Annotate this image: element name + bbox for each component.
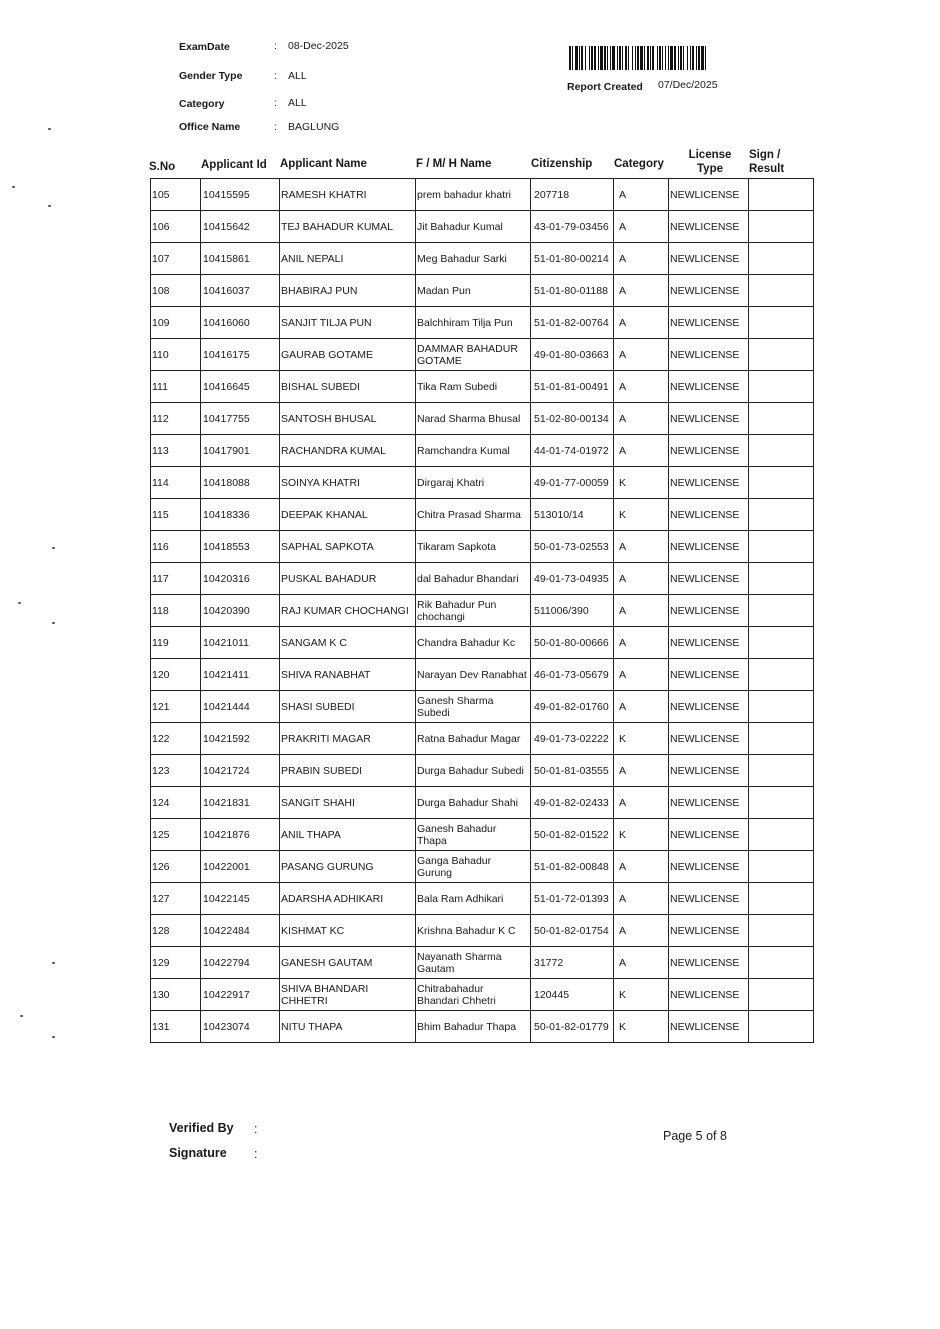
cell-applicant-id: 10420390 <box>201 595 280 627</box>
cell-fmh-name: Balchhiram Tilja Pun <box>416 307 531 339</box>
table-row <box>151 723 814 755</box>
cell-sign-result <box>749 403 814 435</box>
cell-category: K <box>614 499 669 531</box>
cell-sign-result <box>749 1011 814 1043</box>
table-row <box>151 755 814 787</box>
cell-sno: 129 <box>151 947 201 979</box>
cell-sign-result <box>749 499 814 531</box>
cell-license-type: NEWLICENSE <box>669 531 749 563</box>
cell-fmh-name: Meg Bahadur Sarki <box>416 243 531 275</box>
cell-fmh-name: DAMMAR BAHADUR GOTAME <box>416 339 531 371</box>
cell-fmh-name: Madan Pun <box>416 275 531 307</box>
cell-applicant-id: 10421724 <box>201 755 280 787</box>
cell-sign-result <box>749 243 814 275</box>
applicant-table <box>150 178 814 1043</box>
cell-citizenship: 49-01-82-02433 <box>531 787 614 819</box>
cell-fmh-name: Durga Bahadur Shahi <box>416 787 531 819</box>
cell-applicant-id: 10415861 <box>201 243 280 275</box>
table-row <box>151 307 814 339</box>
cell-applicant-id: 10416037 <box>201 275 280 307</box>
cell-applicant-name: PRAKRITI MAGAR <box>280 723 416 755</box>
cell-applicant-name: DEEPAK KHANAL <box>280 499 416 531</box>
cell-sno: 114 <box>151 467 201 499</box>
gender-type-label: Gender Type <box>179 70 243 82</box>
cell-sign-result <box>749 883 814 915</box>
cell-applicant-id: 10421831 <box>201 787 280 819</box>
gender-type-value: ALL <box>288 70 307 82</box>
cell-category: K <box>614 819 669 851</box>
cell-sno: 109 <box>151 307 201 339</box>
cell-license-type: NEWLICENSE <box>669 467 749 499</box>
cell-applicant-id: 10415642 <box>201 211 280 243</box>
cell-sno: 108 <box>151 275 201 307</box>
cell-license-type: NEWLICENSE <box>669 563 749 595</box>
cell-sign-result <box>749 979 814 1011</box>
table-row <box>151 563 814 595</box>
cell-citizenship: 50-01-82-01522 <box>531 819 614 851</box>
cell-applicant-name: SHIVA RANABHAT <box>280 659 416 691</box>
cell-fmh-name: Chandra Bahadur Kc <box>416 627 531 659</box>
cell-sign-result <box>749 531 814 563</box>
cell-sno: 126 <box>151 851 201 883</box>
cell-category: A <box>614 243 669 275</box>
office-name-label: Office Name <box>179 121 241 133</box>
report-created-value: 07/Dec/2025 <box>658 79 718 91</box>
cell-sign-result <box>749 787 814 819</box>
header-license-type: License Type <box>688 149 732 175</box>
office-name-value: BAGLUNG <box>288 121 340 133</box>
cell-sno: 119 <box>151 627 201 659</box>
cell-category: A <box>614 595 669 627</box>
table-row <box>151 1011 814 1043</box>
cell-license-type: NEWLICENSE <box>669 1011 749 1043</box>
cell-sign-result <box>749 435 814 467</box>
cell-applicant-name: ANIL NEPALI <box>280 243 416 275</box>
cell-license-type: NEWLICENSE <box>669 403 749 435</box>
cell-sno: 123 <box>151 755 201 787</box>
cell-citizenship: 51-01-72-01393 <box>531 883 614 915</box>
cell-fmh-name: Dirgaraj Khatri <box>416 467 531 499</box>
barcode-bar <box>706 46 708 70</box>
cell-applicant-id: 10416645 <box>201 371 280 403</box>
cell-citizenship: 51-01-80-01188 <box>531 275 614 307</box>
table-row <box>151 275 814 307</box>
cell-applicant-name: ANIL THAPA <box>280 819 416 851</box>
cell-category: A <box>614 787 669 819</box>
cell-category: A <box>614 339 669 371</box>
cell-fmh-name: Krishna Bahadur K C <box>416 915 531 947</box>
cell-license-type: NEWLICENSE <box>669 243 749 275</box>
cell-sno: 124 <box>151 787 201 819</box>
cell-fmh-name: Chitra Prasad Sharma <box>416 499 531 531</box>
cell-citizenship: 51-01-80-00214 <box>531 243 614 275</box>
cell-license-type: NEWLICENSE <box>669 819 749 851</box>
cell-citizenship: 46-01-73-05679 <box>531 659 614 691</box>
cell-sno: 120 <box>151 659 201 691</box>
cell-sign-result <box>749 755 814 787</box>
scan-speck <box>52 622 55 624</box>
header-citizenship: Citizenship <box>531 158 593 170</box>
table-row <box>151 243 814 275</box>
cell-fmh-name: Ramchandra Kumal <box>416 435 531 467</box>
cell-applicant-name: SANGAM K C <box>280 627 416 659</box>
cell-citizenship: 49-01-77-00059 <box>531 467 614 499</box>
cell-sno: 121 <box>151 691 201 723</box>
cell-citizenship: 43-01-79-03456 <box>531 211 614 243</box>
cell-fmh-name: Durga Bahadur Subedi <box>416 755 531 787</box>
cell-applicant-name: NITU THAPA <box>280 1011 416 1043</box>
footer-colon: : <box>254 1122 258 1136</box>
header-applicant-id: Applicant Id <box>201 159 267 171</box>
cell-sign-result <box>749 371 814 403</box>
scan-speck <box>48 205 51 207</box>
cell-category: A <box>614 275 669 307</box>
cell-applicant-name: SAPHAL SAPKOTA <box>280 531 416 563</box>
cell-fmh-name: prem bahadur khatri <box>416 179 531 211</box>
cell-sign-result <box>749 307 814 339</box>
cell-license-type: NEWLICENSE <box>669 595 749 627</box>
cell-category: A <box>614 211 669 243</box>
cell-fmh-name: Nayanath Sharma Gautam <box>416 947 531 979</box>
table-row <box>151 691 814 723</box>
exam-date-value: 08-Dec-2025 <box>288 40 349 52</box>
cell-fmh-name: Ganesh Bahadur Thapa <box>416 819 531 851</box>
cell-sno: 113 <box>151 435 201 467</box>
cell-applicant-name: PUSKAL BAHADUR <box>280 563 416 595</box>
cell-sno: 118 <box>151 595 201 627</box>
cell-fmh-name: dal Bahadur Bhandari <box>416 563 531 595</box>
header-sno: S.No <box>149 161 176 173</box>
cell-category: A <box>614 947 669 979</box>
scan-speck <box>18 602 21 604</box>
cell-license-type: NEWLICENSE <box>669 755 749 787</box>
cell-applicant-id: 10422484 <box>201 915 280 947</box>
scan-speck <box>52 547 55 549</box>
cell-applicant-id: 10417901 <box>201 435 280 467</box>
cell-category: A <box>614 403 669 435</box>
cell-sno: 128 <box>151 915 201 947</box>
cell-citizenship: 51-01-81-00491 <box>531 371 614 403</box>
table-row <box>151 435 814 467</box>
table-row <box>151 627 814 659</box>
cell-license-type: NEWLICENSE <box>669 339 749 371</box>
table-row <box>151 499 814 531</box>
cell-category: K <box>614 467 669 499</box>
cell-applicant-id: 10422917 <box>201 979 280 1011</box>
cell-license-type: NEWLICENSE <box>669 947 749 979</box>
cell-category: A <box>614 851 669 883</box>
cell-applicant-id: 10416060 <box>201 307 280 339</box>
category-value: ALL <box>288 97 307 109</box>
cell-applicant-id: 10421592 <box>201 723 280 755</box>
verified-by-label: Verified By <box>169 1121 234 1135</box>
cell-sno: 122 <box>151 723 201 755</box>
cell-applicant-id: 10421011 <box>201 627 280 659</box>
cell-applicant-id: 10421876 <box>201 819 280 851</box>
cell-applicant-id: 10421444 <box>201 691 280 723</box>
cell-citizenship: 50-01-73-02553 <box>531 531 614 563</box>
page-number: Page 5 of 8 <box>663 1129 727 1143</box>
cell-category: K <box>614 1011 669 1043</box>
cell-fmh-name: Narad Sharma Bhusal <box>416 403 531 435</box>
cell-category: A <box>614 691 669 723</box>
cell-applicant-name: ADARSHA ADHIKARI <box>280 883 416 915</box>
cell-applicant-id: 10420316 <box>201 563 280 595</box>
cell-fmh-name: Ganesh Sharma Subedi <box>416 691 531 723</box>
cell-citizenship: 31772 <box>531 947 614 979</box>
table-row <box>151 595 814 627</box>
signature-label: Signature <box>169 1146 227 1160</box>
meta-colon: : <box>274 40 277 52</box>
cell-license-type: NEWLICENSE <box>669 275 749 307</box>
cell-applicant-name: SANGIT SHAHI <box>280 787 416 819</box>
cell-sign-result <box>749 179 814 211</box>
cell-sno: 105 <box>151 179 201 211</box>
cell-citizenship: 51-01-82-00764 <box>531 307 614 339</box>
cell-applicant-name: KISHMAT KC <box>280 915 416 947</box>
cell-license-type: NEWLICENSE <box>669 723 749 755</box>
cell-applicant-id: 10415595 <box>201 179 280 211</box>
table-row <box>151 883 814 915</box>
cell-applicant-name: SHASI SUBEDI <box>280 691 416 723</box>
cell-applicant-name: SHIVA BHANDARI CHHETRI <box>280 979 416 1011</box>
table-row <box>151 851 814 883</box>
cell-applicant-name: TEJ BAHADUR KUMAL <box>280 211 416 243</box>
cell-sign-result <box>749 659 814 691</box>
cell-citizenship: 50-01-80-00666 <box>531 627 614 659</box>
cell-sno: 110 <box>151 339 201 371</box>
cell-category: K <box>614 723 669 755</box>
cell-applicant-name: GANESH GAUTAM <box>280 947 416 979</box>
cell-applicant-name: RAJ KUMAR CHOCHANGI <box>280 595 416 627</box>
cell-sign-result <box>749 819 814 851</box>
cell-fmh-name: Bhim Bahadur Thapa <box>416 1011 531 1043</box>
cell-category: A <box>614 883 669 915</box>
cell-license-type: NEWLICENSE <box>669 691 749 723</box>
cell-applicant-id: 10418553 <box>201 531 280 563</box>
cell-license-type: NEWLICENSE <box>669 883 749 915</box>
cell-category: A <box>614 179 669 211</box>
cell-category: A <box>614 755 669 787</box>
cell-citizenship: 49-01-80-03663 <box>531 339 614 371</box>
cell-sign-result <box>749 563 814 595</box>
cell-license-type: NEWLICENSE <box>669 499 749 531</box>
cell-sign-result <box>749 947 814 979</box>
cell-category: A <box>614 659 669 691</box>
cell-fmh-name: Ganga Bahadur Gurung <box>416 851 531 883</box>
table-row <box>151 819 814 851</box>
cell-category: A <box>614 435 669 467</box>
header-category: Category <box>614 158 664 170</box>
cell-fmh-name: Narayan Dev Ranabhat <box>416 659 531 691</box>
cell-license-type: NEWLICENSE <box>669 371 749 403</box>
cell-applicant-id: 10418088 <box>201 467 280 499</box>
cell-sign-result <box>749 467 814 499</box>
cell-sno: 106 <box>151 211 201 243</box>
scan-speck <box>12 186 15 188</box>
cell-category: A <box>614 563 669 595</box>
cell-applicant-id: 10417755 <box>201 403 280 435</box>
cell-applicant-name: RACHANDRA KUMAL <box>280 435 416 467</box>
cell-citizenship: 50-01-82-01779 <box>531 1011 614 1043</box>
report-created-label: Report Created <box>567 81 643 93</box>
cell-applicant-name: SANTOSH BHUSAL <box>280 403 416 435</box>
cell-license-type: NEWLICENSE <box>669 307 749 339</box>
table-row <box>151 179 814 211</box>
cell-category: A <box>614 531 669 563</box>
header-sign-result: Sign / Result <box>749 149 785 175</box>
category-label: Category <box>179 98 225 110</box>
cell-citizenship: 50-01-81-03555 <box>531 755 614 787</box>
cell-sign-result <box>749 627 814 659</box>
meta-colon: : <box>274 97 277 109</box>
cell-sno: 112 <box>151 403 201 435</box>
table-row <box>151 211 814 243</box>
barcode-image <box>569 46 781 70</box>
cell-citizenship: 44-01-74-01972 <box>531 435 614 467</box>
cell-citizenship: 51-02-80-00134 <box>531 403 614 435</box>
cell-applicant-id: 10422794 <box>201 947 280 979</box>
table-row <box>151 787 814 819</box>
cell-sign-result <box>749 691 814 723</box>
cell-applicant-id: 10422001 <box>201 851 280 883</box>
cell-citizenship: 207718 <box>531 179 614 211</box>
cell-sno: 125 <box>151 819 201 851</box>
cell-citizenship: 120445 <box>531 979 614 1011</box>
cell-applicant-id: 10423074 <box>201 1011 280 1043</box>
cell-citizenship: 513010/14 <box>531 499 614 531</box>
cell-sno: 115 <box>151 499 201 531</box>
cell-license-type: NEWLICENSE <box>669 915 749 947</box>
table-row <box>151 467 814 499</box>
cell-sno: 130 <box>151 979 201 1011</box>
cell-sno: 116 <box>151 531 201 563</box>
table-row <box>151 979 814 1011</box>
table-row <box>151 339 814 371</box>
cell-license-type: NEWLICENSE <box>669 179 749 211</box>
cell-sno: 111 <box>151 371 201 403</box>
meta-colon: : <box>274 121 277 133</box>
header-applicant-name: Applicant Name <box>280 158 367 170</box>
footer-colon: : <box>254 1147 258 1161</box>
cell-category: A <box>614 307 669 339</box>
scan-speck <box>52 962 55 964</box>
cell-sign-result <box>749 851 814 883</box>
cell-fmh-name: Rik Bahadur Pun chochangi <box>416 595 531 627</box>
cell-applicant-id: 10416175 <box>201 339 280 371</box>
cell-applicant-name: PASANG GURUNG <box>280 851 416 883</box>
cell-license-type: NEWLICENSE <box>669 659 749 691</box>
table-row <box>151 371 814 403</box>
cell-license-type: NEWLICENSE <box>669 435 749 467</box>
cell-category: K <box>614 979 669 1011</box>
cell-license-type: NEWLICENSE <box>669 979 749 1011</box>
cell-sno: 131 <box>151 1011 201 1043</box>
cell-sno: 107 <box>151 243 201 275</box>
cell-applicant-name: PRABIN SUBEDI <box>280 755 416 787</box>
cell-applicant-name: GAURAB GOTAME <box>280 339 416 371</box>
cell-citizenship: 50-01-82-01754 <box>531 915 614 947</box>
cell-license-type: NEWLICENSE <box>669 851 749 883</box>
cell-sign-result <box>749 595 814 627</box>
cell-category: A <box>614 627 669 659</box>
scan-speck <box>20 1015 23 1017</box>
cell-category: A <box>614 371 669 403</box>
header-fmh-name: F / M/ H Name <box>416 158 492 170</box>
cell-sign-result <box>749 275 814 307</box>
cell-sno: 117 <box>151 563 201 595</box>
table-row <box>151 915 814 947</box>
cell-applicant-name: SOINYA KHATRI <box>280 467 416 499</box>
scan-speck <box>52 1036 55 1038</box>
exam-date-label: ExamDate <box>179 41 230 53</box>
cell-citizenship: 511006/390 <box>531 595 614 627</box>
cell-license-type: NEWLICENSE <box>669 787 749 819</box>
cell-fmh-name: Bala Ram Adhikari <box>416 883 531 915</box>
table-row <box>151 403 814 435</box>
cell-license-type: NEWLICENSE <box>669 211 749 243</box>
cell-license-type: NEWLICENSE <box>669 627 749 659</box>
cell-applicant-name: BISHAL SUBEDI <box>280 371 416 403</box>
cell-applicant-id: 10422145 <box>201 883 280 915</box>
scan-speck <box>48 128 51 130</box>
cell-citizenship: 49-01-73-04935 <box>531 563 614 595</box>
cell-applicant-name: RAMESH KHATRI <box>280 179 416 211</box>
cell-fmh-name: Ratna Bahadur Magar <box>416 723 531 755</box>
cell-category: A <box>614 915 669 947</box>
cell-applicant-name: SANJIT TILJA PUN <box>280 307 416 339</box>
meta-colon: : <box>274 70 277 82</box>
cell-citizenship: 51-01-82-00848 <box>531 851 614 883</box>
cell-applicant-name: BHABIRAJ PUN <box>280 275 416 307</box>
cell-sno: 127 <box>151 883 201 915</box>
cell-fmh-name: Tika Ram Subedi <box>416 371 531 403</box>
cell-applicant-id: 10418336 <box>201 499 280 531</box>
table-row <box>151 947 814 979</box>
cell-sign-result <box>749 723 814 755</box>
cell-fmh-name: Tikaram Sapkota <box>416 531 531 563</box>
table-row <box>151 531 814 563</box>
cell-citizenship: 49-01-82-01760 <box>531 691 614 723</box>
cell-sign-result <box>749 339 814 371</box>
table-row <box>151 659 814 691</box>
cell-sign-result <box>749 211 814 243</box>
cell-applicant-id: 10421411 <box>201 659 280 691</box>
cell-fmh-name: Chitrabahadur Bhandari Chhetri <box>416 979 531 1011</box>
cell-sign-result <box>749 915 814 947</box>
cell-citizenship: 49-01-73-02222 <box>531 723 614 755</box>
cell-fmh-name: Jit Bahadur Kumal <box>416 211 531 243</box>
